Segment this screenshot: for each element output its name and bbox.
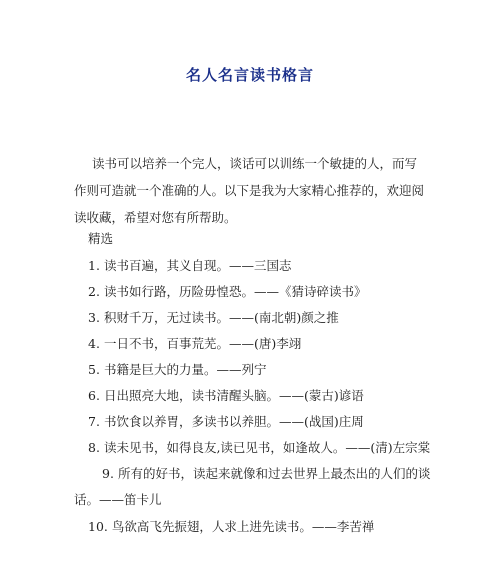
quote-text: 书籍是巨大的力量。——列宁 bbox=[103, 362, 267, 377]
quote-number: 4. bbox=[88, 336, 100, 351]
quote-number: 1. bbox=[88, 258, 100, 273]
quote-item bbox=[88, 253, 432, 279]
quote-item bbox=[88, 331, 432, 357]
quote-number: 7. bbox=[88, 414, 100, 429]
quote-item bbox=[88, 514, 432, 540]
quote-item bbox=[88, 357, 432, 383]
quote-number: 2. bbox=[88, 284, 100, 299]
quote-item bbox=[88, 435, 432, 461]
quote-item bbox=[88, 305, 432, 331]
quote-text: 书饮食以养胃，多读书以养胆。——(战国)庄周 bbox=[103, 414, 364, 429]
document-title: 名人名言读书格言 bbox=[185, 66, 314, 84]
quote-text: 积财千万，无过读书。——(南北朝)颜之推 bbox=[103, 310, 339, 325]
intro-paragraph: 读书可以培养一个完人，谈话可以训练一个敏捷的人，而写作则可造就一个准确的人。以下是我为大家精心推荐的，欢迎阅读收藏，希望对您有所帮助。 bbox=[74, 156, 425, 225]
quote-number: 8. bbox=[88, 440, 100, 455]
quote-item bbox=[74, 461, 432, 513]
quote-text: 一日不书，百事荒芜。——(唐)李翊 bbox=[103, 336, 302, 351]
quote-text: 读未见书，如得良友,读已见书，如逢故人。——(清)左宗棠 bbox=[103, 440, 431, 455]
quote-item bbox=[88, 409, 432, 435]
quote-number: 5. bbox=[88, 362, 100, 377]
quote-number: 6. bbox=[88, 388, 100, 403]
quote-text: 读书如行路，历险毋惶恐。——《猜诗碎读书》 bbox=[103, 284, 367, 299]
quote-item bbox=[88, 383, 432, 409]
quote-number: 9. bbox=[102, 466, 114, 481]
quote-number: 10. bbox=[88, 519, 108, 534]
quote-text: 读书百遍，其义自现。——三国志 bbox=[103, 258, 292, 273]
quote-item bbox=[88, 279, 432, 305]
quote-text: 日出照亮大地，读书清醒头脑。——(蒙古)谚语 bbox=[103, 388, 364, 403]
quote-text: 鸟欲高飞先振翅，人求上进先读书。——李苦禅 bbox=[111, 519, 375, 534]
quote-number: 3. bbox=[88, 310, 100, 325]
quote-text: 所有的好书，读起来就像和过去世界上最杰出的人们的谈话。——笛卡儿 bbox=[74, 466, 431, 507]
section-label: 精选 bbox=[88, 231, 114, 246]
